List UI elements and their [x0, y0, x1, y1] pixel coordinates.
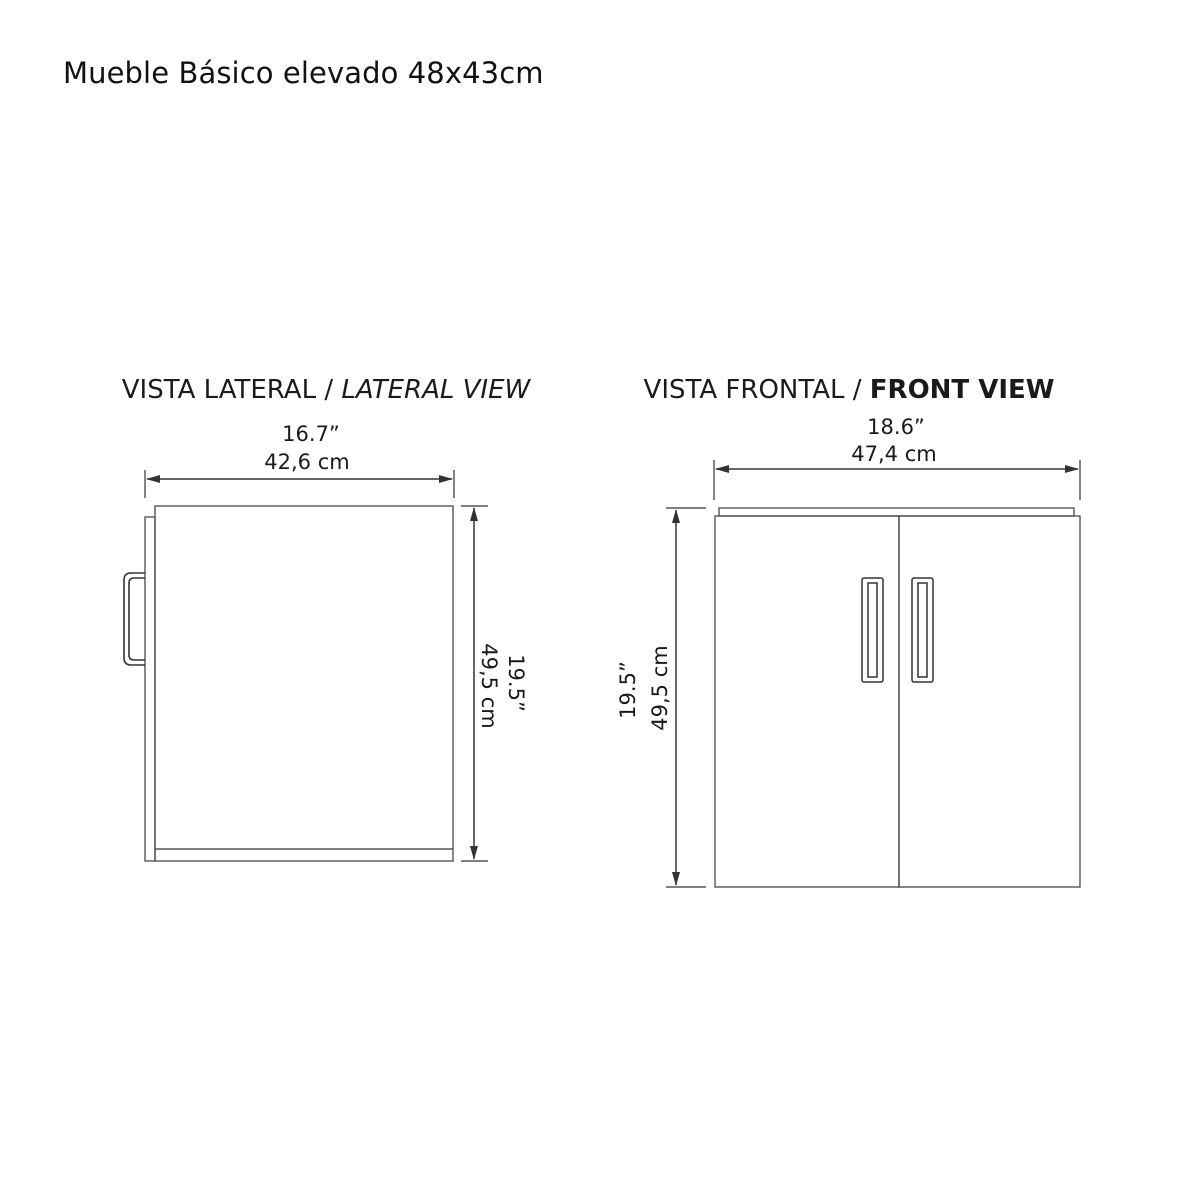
lateral-view-title-es: VISTA LATERAL /	[121, 375, 342, 405]
front-height-inches: 19.5”	[616, 661, 640, 719]
front-view-title	[644, 375, 1055, 405]
lateral-width-cm: 42,6 cm	[264, 450, 350, 474]
lateral-view-title	[122, 375, 532, 405]
lateral-width-dimension-line	[145, 470, 454, 498]
front-view-title-es: VISTA FRONTAL /	[643, 375, 870, 405]
lateral-view-title-en: LATERAL VIEW	[341, 375, 531, 405]
lateral-width-inches: 16.7”	[282, 422, 340, 446]
lateral-view	[122, 375, 532, 861]
front-width-inches: 18.6”	[867, 415, 925, 439]
page-title: Mueble Básico elevado 48x43cm	[63, 56, 544, 90]
front-height-cm: 49,5 cm	[648, 645, 672, 731]
front-left-door	[715, 516, 899, 887]
lateral-height-inches: 19.5”	[504, 654, 528, 712]
front-height-dimension-line	[666, 508, 706, 887]
front-left-handle	[862, 578, 883, 682]
front-cabinet-body	[715, 508, 1080, 887]
front-width-cm: 47,4 cm	[851, 442, 937, 466]
front-view	[616, 375, 1080, 887]
front-width-dimension-line	[714, 460, 1080, 500]
lateral-handle	[124, 573, 145, 665]
lateral-height-cm: 49,5 cm	[477, 643, 501, 729]
lateral-cabinet-body	[145, 506, 453, 861]
front-right-handle	[912, 578, 933, 682]
front-right-door	[899, 516, 1080, 887]
front-view-title-en: FRONT VIEW	[869, 375, 1055, 405]
